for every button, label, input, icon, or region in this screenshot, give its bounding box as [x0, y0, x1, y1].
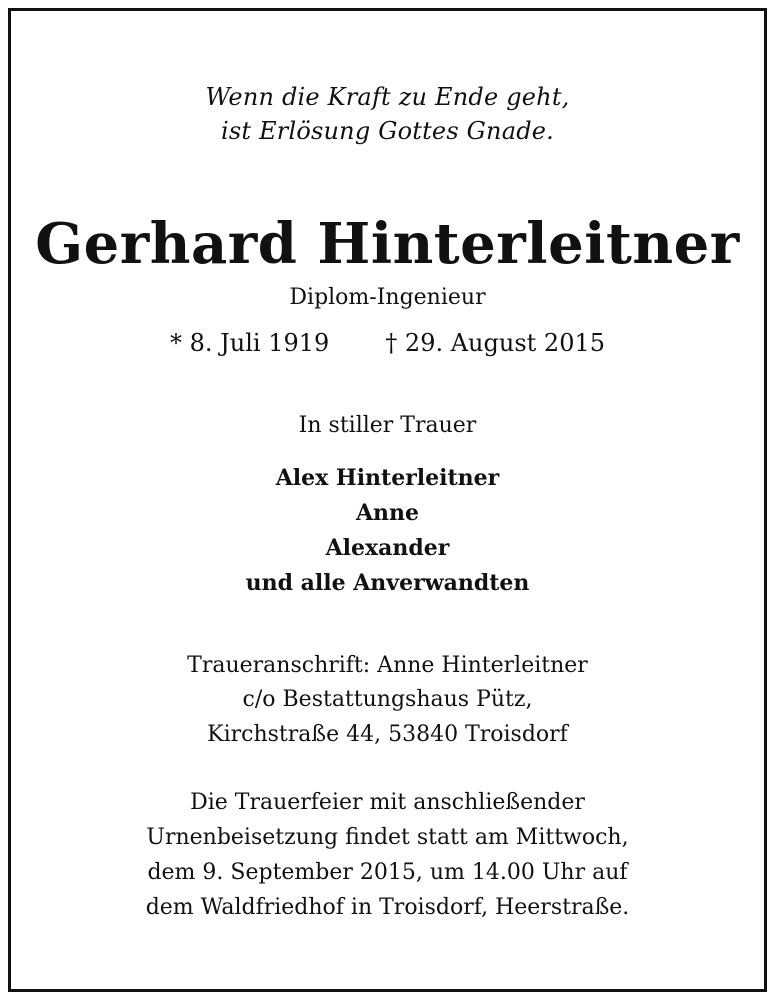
obituary-border	[8, 8, 767, 992]
mourner-name: Alex Hinterleitner	[275, 465, 500, 491]
motto-line-1: Wenn die Kraft zu Ende geht,	[205, 83, 570, 111]
address-line-2: c/o Bestattungshaus Pütz,	[242, 687, 533, 712]
death-date: † 29. August 2015	[385, 329, 605, 357]
birth-date: * 8. Juli 1919	[170, 329, 330, 357]
address-line-3: Kirchstraße 44, 53840 Troisdorf	[207, 722, 568, 747]
life-dates	[11, 329, 764, 357]
motto-line-2: ist Erlösung Gottes Gnade.	[221, 117, 554, 145]
ceremony-line-1: Die Trauerfeier mit anschließender	[190, 790, 585, 815]
mourning-intro: In stiller Trauer	[298, 413, 477, 438]
mourner-name: Anne	[355, 500, 420, 526]
deceased-title: Diplom-Ingenieur	[289, 285, 486, 310]
obituary-content	[11, 11, 764, 989]
ceremony-line-2: Urnenbeisetzung findet statt am Mittwoch,	[146, 825, 629, 850]
deceased-name: Gerhard Hinterleitner	[35, 211, 740, 277]
address-line-1: Traueranschrift: Anne Hinterleitner	[187, 653, 588, 678]
mourner-name: Alexander	[325, 535, 450, 561]
ceremony-line-3: dem 9. September 2015, um 14.00 Uhr auf	[147, 860, 628, 885]
mourner-name: und alle Anverwandten	[245, 570, 530, 596]
ceremony-line-4: dem Waldfriedhof in Troisdorf, Heerstraße.	[145, 895, 630, 920]
